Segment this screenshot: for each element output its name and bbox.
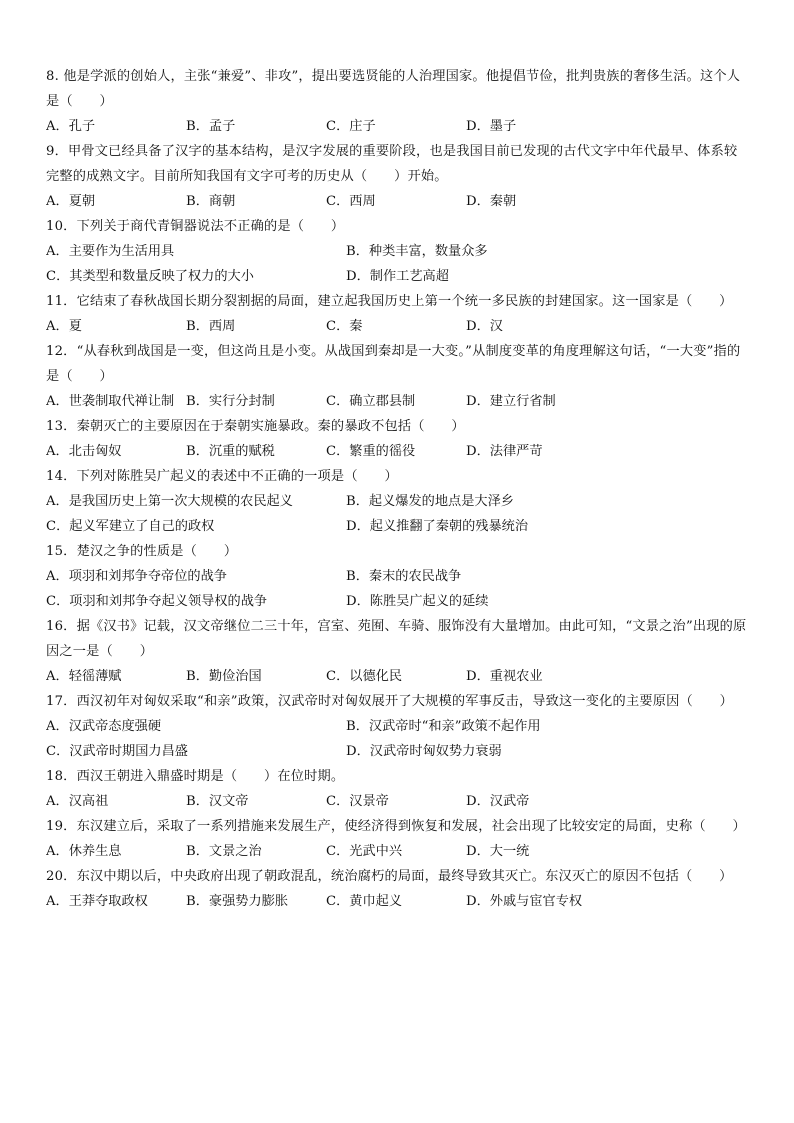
answer-option-a: A．王莽夺取政权 [46, 894, 148, 909]
answer-option-d: D．重视农业 [466, 669, 543, 684]
answer-option-a: A．汉武帝态度强硬 [46, 719, 162, 734]
question-stem: 18．西汉王朝进入鼎盛时期是（ ）在位时期。 [46, 769, 345, 784]
answer-option-c: C．秦 [326, 319, 363, 334]
answer-options [46, 314, 748, 339]
answer-option-a: A．轻徭薄赋 [46, 669, 122, 684]
question-10 [46, 214, 748, 289]
answer-option-b: B．沉重的赋税 [186, 444, 275, 459]
answer-option-d: D．外戚与宦官专权 [466, 894, 583, 909]
answer-option-a: A．休养生息 [46, 844, 122, 859]
answer-options [46, 714, 748, 764]
answer-option-d: D．大一统 [466, 844, 530, 859]
answer-option-d: D．制作工艺高超 [346, 269, 449, 284]
answer-options [46, 664, 748, 689]
question-19 [46, 814, 748, 864]
answer-option-c: C．汉景帝 [326, 794, 389, 809]
answer-options [46, 439, 748, 464]
answer-option-a: A．是我国历史上第一次大规模的农民起义 [46, 494, 293, 509]
answer-option-c: C．繁重的徭役 [326, 444, 416, 459]
answer-option-b: B．汉武帝时“和亲”政策不起作用 [346, 719, 541, 734]
question-18 [46, 764, 748, 814]
question-stem: 19．东汉建立后，采取了一系列措施来发展生产，使经济得到恢复和发展，社会出现了比较安定的局面，史称（ ） [46, 819, 746, 834]
question-11 [46, 289, 748, 339]
question-stem: 9．甲骨文已经具备了汉字的基本结构，是汉字发展的重要阶段，也是我国目前已发现的古代文字中年代最早、体系较完整的成熟文字。目前所知我国有文字可考的历史从（ ）开始。 [46, 144, 738, 184]
question-17 [46, 689, 748, 764]
answer-option-b: B．实行分封制 [186, 394, 275, 409]
answer-options [46, 389, 748, 414]
answer-option-c: C．项羽和刘邦争夺起义领导权的战争 [46, 594, 268, 609]
answer-option-d: D．陈胜吴广起义的延续 [346, 594, 489, 609]
question-12 [46, 339, 748, 414]
answer-option-c: C．汉武帝时期国力昌盛 [46, 744, 188, 759]
answer-option-d: D．秦朝 [466, 194, 517, 209]
answer-option-d: D．汉武帝 [466, 794, 530, 809]
answer-option-c: C．光武中兴 [326, 844, 403, 859]
answer-options [46, 189, 748, 214]
answer-option-b: B．汉文帝 [186, 794, 249, 809]
answer-option-c: C．庄子 [326, 119, 376, 134]
answer-options [46, 889, 748, 914]
answer-option-c: C．其类型和数量反映了权力的大小 [46, 269, 254, 284]
answer-options [46, 564, 748, 614]
question-16 [46, 614, 748, 689]
answer-option-d: D．汉 [466, 319, 503, 334]
answer-option-d: D．起义推翻了秦朝的残暴统治 [346, 519, 529, 534]
answer-option-b: B．文景之治 [186, 844, 262, 859]
answer-option-d: D．建立行省制 [466, 394, 556, 409]
answer-option-c: C．确立郡县制 [326, 394, 416, 409]
question-15 [46, 539, 748, 614]
answer-options [46, 239, 748, 289]
question-stem: 10．下列关于商代青铜器说法不正确的是（ ） [46, 219, 345, 234]
question-stem: 16．据《汉书》记载，汉文帝继位二三十年，宫室、苑囿、车骑、服饰没有大量增加。由此可知，“文景之治”出现的原因之一是（ ） [46, 619, 747, 659]
answer-option-b: B．孟子 [186, 119, 236, 134]
answer-option-d: D．汉武帝时匈奴势力衰弱 [346, 744, 502, 759]
question-stem: 15．楚汉之争的性质是（ ） [46, 544, 238, 559]
question-stem: 20．东汉中期以后，中央政府出现了朝政混乱，统治腐朽的局面，最终导致其灭亡。东汉灭亡的原因不包括（ ） [46, 869, 733, 884]
question-stem: 14．下列对陈胜吴广起义的表述中不正确的一项是（ ） [46, 469, 398, 484]
answer-options [46, 789, 748, 814]
answer-options [46, 114, 748, 139]
answer-options [46, 489, 748, 539]
answer-option-a: A．夏 [46, 319, 82, 334]
answer-option-b: B．商朝 [186, 194, 236, 209]
answer-option-a: A．汉高祖 [46, 794, 109, 809]
answer-option-c: C．起义军建立了自己的政权 [46, 519, 215, 534]
question-20 [46, 864, 748, 914]
answer-option-c: C．黄巾起义 [326, 894, 403, 909]
answer-option-c: C．以德化民 [326, 669, 403, 684]
answer-option-a: A．主要作为生活用具 [46, 244, 175, 259]
question-9 [46, 139, 748, 214]
answer-option-d: D．墨子 [466, 119, 517, 134]
answer-option-d: D．法律严苛 [466, 444, 543, 459]
question-stem: 17．西汉初年对匈奴采取“和亲”政策，汉武帝时对匈奴展开了大规模的军事反击，导致这一变化的主要原因（ ） [46, 694, 734, 709]
answer-option-a: A．孔子 [46, 119, 96, 134]
answer-option-b: B．起义爆发的地点是大泽乡 [346, 494, 514, 509]
question-stem: 13．秦朝灭亡的主要原因在于秦朝实施暴政。秦的暴政不包括（ ） [46, 419, 465, 434]
question-stem: 8. 他是学派的创始人，主张“兼爱”、非攻”，提出要选贤能的人治理国家。他提倡节俭，批判贵族的奢侈生活。这个人是（ ） [46, 69, 741, 109]
answer-option-a: A．北击匈奴 [46, 444, 122, 459]
answer-option-c: C．西周 [326, 194, 376, 209]
answer-option-a: A．夏朝 [46, 194, 96, 209]
answer-option-a: A．项羽和刘邦争夺帝位的战争 [46, 569, 227, 584]
question-14 [46, 464, 748, 539]
question-8 [46, 64, 748, 139]
answer-options [46, 839, 748, 864]
answer-option-b: B．勤俭治国 [186, 669, 262, 684]
answer-option-b: B．秦末的农民战争 [346, 569, 462, 584]
question-stem: 11．它结束了春秋战国长期分裂割据的局面，建立起我国历史上第一个统一多民族的封建国家。这一国家是（ ） [46, 294, 733, 309]
answer-option-b: B．西周 [186, 319, 236, 334]
answer-option-b: B．种类丰富，数量众多 [346, 244, 488, 259]
answer-option-a: A．世袭制取代禅让制 [46, 394, 175, 409]
question-13 [46, 414, 748, 464]
question-stem: 12．“从春秋到战国是一变，但这尚且是小变。从战国到秦却是一大变。”从制度变革的角度理解这句话，“一大变”指的是（ ） [46, 344, 741, 384]
answer-option-b: B．豪强势力膨胀 [186, 894, 289, 909]
question-list [46, 64, 748, 914]
